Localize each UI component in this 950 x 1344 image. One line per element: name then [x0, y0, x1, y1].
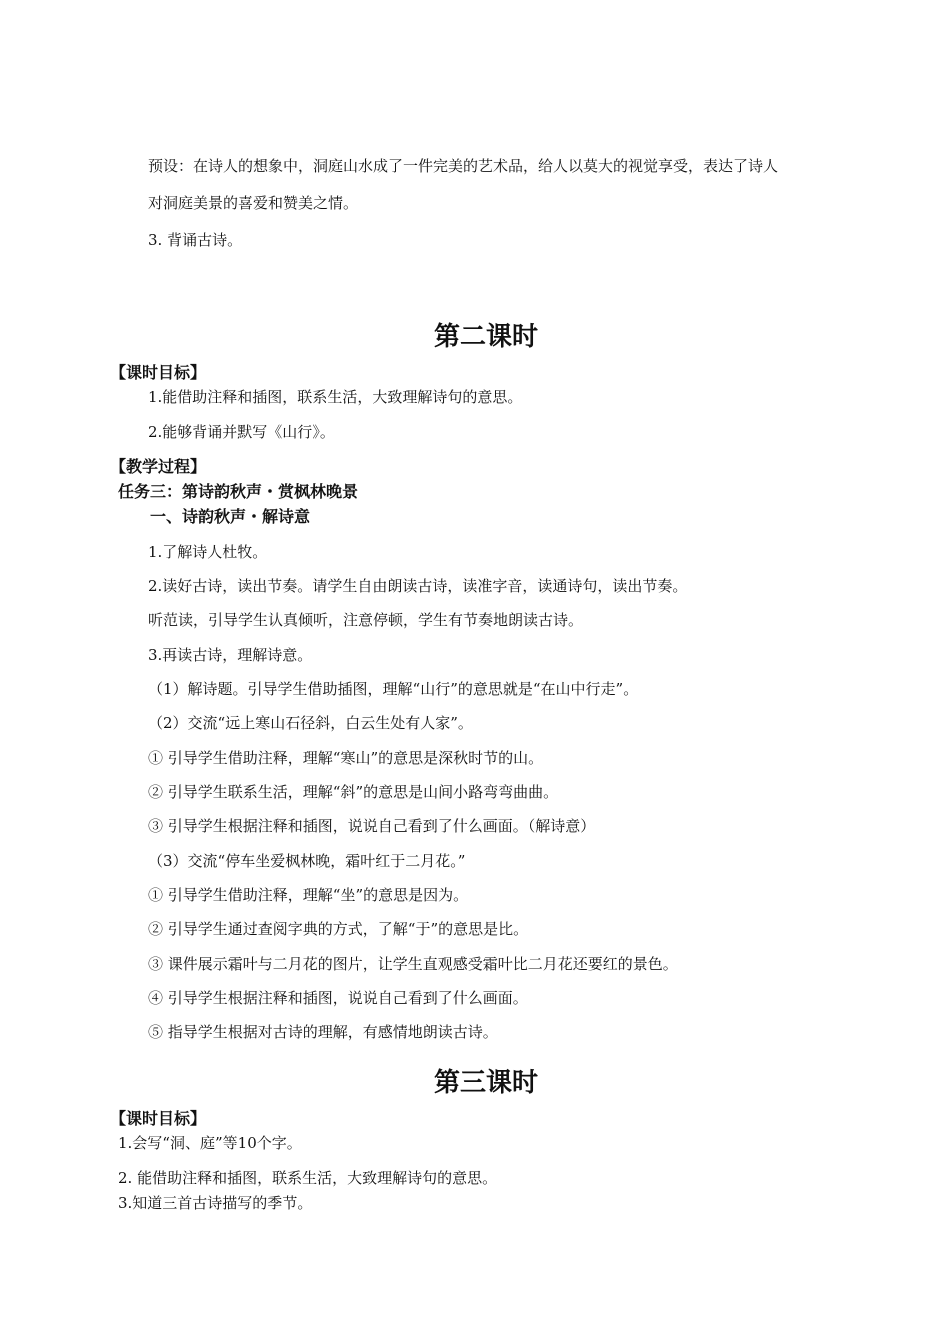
step-item: ① 引导学生借助注释，理解“坐”的意思是因为。 — [148, 886, 469, 904]
step-item: 3.再读古诗，理解诗意。 — [148, 646, 313, 664]
recite-step: 3. 背诵古诗。 — [148, 231, 243, 249]
step-item: ③ 课件展示霜叶与二月花的图片，让学生直观感受霜叶比二月花还要红的景色。 — [148, 955, 678, 973]
preset-text-line-2: 对洞庭美景的喜爱和赞美之情。 — [148, 194, 359, 212]
lesson3-goal-3: 3.知道三首古诗描写的季节。 — [118, 1194, 313, 1212]
step-item: ① 引导学生借助注释，理解“寒山”的意思是深秋时节的山。 — [148, 749, 544, 767]
step-item: ② 引导学生联系生活，理解“斜”的意思是山间小路弯弯曲曲。 — [148, 783, 559, 801]
lesson3-goal-1: 1.会写“洞、庭”等10个字。 — [118, 1134, 302, 1152]
step-item: （2）交流“远上寒山石径斜，白云生处有人家”。 — [148, 714, 473, 732]
lesson2-goal-2: 2.能够背诵并默写《山行》。 — [148, 423, 335, 441]
step-item: 听范读，引导学生认真倾听，注意停顿，学生有节奏地朗读古诗。 — [148, 611, 584, 629]
step-item: 1.了解诗人杜牧。 — [148, 543, 268, 561]
lesson2-goal-1: 1.能借助注释和插图，联系生活，大致理解诗句的意思。 — [148, 388, 523, 406]
step-item: ⑤ 指导学生根据对古诗的理解，有感情地朗读古诗。 — [148, 1023, 498, 1041]
step-item: ③ 引导学生根据注释和插图，说说自己看到了什么画面。（解诗意） — [148, 817, 596, 835]
section-one-heading: 一、诗韵秋声・解诗意 — [150, 507, 311, 526]
lesson2-title: 第二课时 — [433, 322, 538, 352]
step-item: ④ 引导学生根据注释和插图，说说自己看到了什么画面。 — [148, 989, 528, 1007]
teaching-process-heading: 【教学过程】 — [110, 457, 207, 476]
preset-text-line-1: 预设：在诗人的想象中，洞庭山水成了一件完美的艺术品，给人以莫大的视觉享受，表达了诗人 — [148, 157, 779, 175]
step-item: （3）交流“停车坐爱枫林晚，霜叶红于二月花。” — [148, 852, 466, 870]
step-item: 2.读好古诗，读出节奏。请学生自由朗读古诗，读准字音，读通诗句，读出节奏。 — [148, 577, 688, 595]
lesson3-goals-heading: 【课时目标】 — [110, 1109, 207, 1128]
step-item: ② 引导学生通过查阅字典的方式，了解“于”的意思是比。 — [148, 920, 529, 938]
lesson3-title: 第三课时 — [433, 1068, 538, 1098]
task-three-heading: 任务三：第诗韵秋声・赏枫林晚景 — [118, 482, 359, 501]
step-item: （1）解诗题。引导学生借助插图，理解“山行”的意思就是“在山中行走”。 — [148, 680, 639, 698]
lesson2-goals-heading: 【课时目标】 — [110, 363, 207, 382]
lesson3-goal-2: 2. 能借助注释和插图，联系生活，大致理解诗句的意思。 — [118, 1169, 498, 1187]
